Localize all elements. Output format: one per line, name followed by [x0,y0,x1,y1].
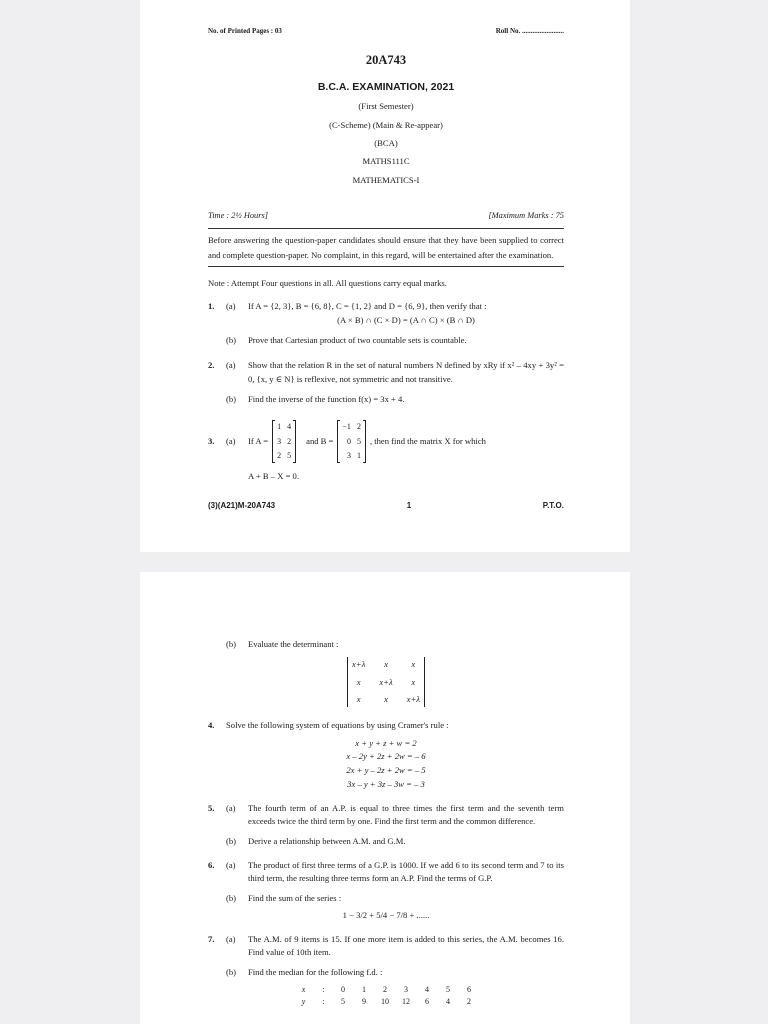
fd-cell: 0 [341,984,345,994]
exam-name: B.C.A. EXAMINATION, 2021 [317,81,455,94]
fd-y-label: y [301,997,306,1007]
paper-code: 20A743 [365,52,407,67]
question-text: The product of first three terms of a G.P. is 1000. If we add 6 to its second term and 7 to its third term, the resulting three terms form an A.P. Find the terms of G.P. [248,859,564,883]
question-text: The A.M. of 9 items is 15. If one more item is added to this series, the A.M. becomes 16. Find value of 10th item. [248,933,564,958]
question-6b [208,892,564,905]
note: Note : Attempt Four questions in all. All questions carry equal marks. [208,278,447,289]
part-label: (b) [226,639,237,649]
question-7b [208,966,564,979]
pto-label: P.T.O. [542,500,564,510]
semester: (First Semester) [358,101,414,112]
part-label: (b) [226,335,237,346]
question-text: Show that the relation R in the set of natural numbers N defined by xRy if x² – 4xy + 3y² = 0, {x, y ∈ N} is reflexive, not symmetric and not transitive. [248,360,564,384]
fd-cell: 10 [381,997,389,1007]
scheme: (C-Scheme) (Main & Re-appear) [329,119,443,130]
question-text: Find the median for the following f.d. : [248,967,383,978]
part-label: (b) [226,394,237,404]
question-2a [208,359,564,386]
matrix-a: 1 4 3 2 2 5 [272,420,296,463]
determinant: x+λ x x x x+λ x x x x+λ [347,657,425,707]
question-text: Prove that Cartesian product of two countable sets is countable. [248,335,467,346]
fd-cell: 2 [383,984,387,994]
question-text: Find the inverse of the function f(x) = 3x + 4. [248,394,405,404]
question-number: 1. [208,301,215,312]
fd-cell: 9 [362,997,366,1007]
maximum-marks: [Maximum Marks : 75 [488,211,564,221]
fd-cell: 4 [446,997,450,1007]
question-1a [208,300,564,327]
question-number: 3. [208,436,215,447]
question-number: 6. [208,859,215,870]
equation: 3x – y + 3z – 3w = – 3 [347,778,425,789]
page-header-row [208,26,564,37]
equation: A + B – X = 0. [248,471,299,482]
question-number: 4. [208,720,215,731]
question-1b [208,334,564,347]
matrix-b: −1 2 0 5 3 1 [337,420,366,463]
fd-cell: 3 [404,984,408,994]
fd-cell: 5 [446,984,450,994]
frequency-distribution-table: x : 0 1 2 3 4 5 6 y : 5 9 10 12 6 4 2 [208,984,564,1009]
formula: (A × B) ∩ (C × D) = (A ∩ C) × (B ∩ D) [337,314,475,325]
equation-system [208,737,564,792]
page-footer [208,500,564,512]
question-6a [208,859,564,886]
question-text: The fourth term of an A.P. is equal to three times the first term and the seventh term exceeds twice the third term by one. Find the first term and the common difference. [248,802,564,826]
subject: MATHEMATICS-I [352,174,420,185]
divider [208,228,564,229]
fd-cell: 6 [425,997,429,1007]
part-label: (b) [226,967,237,978]
question-3a [208,420,564,463]
course-code: MATHS111C [362,156,410,167]
question-3a-equation [208,470,564,483]
fd-cell: 2 [467,997,471,1007]
document-page-2 [140,572,630,1024]
fd-cell: 4 [425,984,429,994]
question-3b [208,638,564,651]
question-7a [208,933,564,960]
part-label: (a) [226,301,236,312]
printed-pages: No. of Printed Pages : 03 [208,27,282,35]
programme: (BCA) [374,138,398,149]
fd-cell: 6 [467,984,471,994]
part-label: (a) [226,436,236,447]
question-text: Find the sum of the series : [248,893,342,904]
equation: x – 2y + 2z + 2w = – 6 [346,751,426,762]
series: 1 − 3/2 + 5/4 − 7/8 + ...... [342,910,430,921]
question-4 [208,719,564,732]
divider [208,266,564,267]
question-number: 2. [208,360,215,371]
matrix-and: and B = [306,436,334,447]
question-2b [208,393,564,406]
question-text: If A = {2, 3}, B = {6, 8}, C = {1, 2} and D = {6, 9}, then verify that : [248,301,487,312]
question-text: Derive a relationship between A.M. and G.M. [248,836,406,847]
part-label: (a) [226,933,236,944]
fd-x-label: x [301,984,306,994]
matrix-prefix: If A = [248,436,269,447]
equation: 2x + y – 2z + 2w = – 5 [346,765,426,776]
part-label: (a) [226,859,236,870]
question-text: Evaluate the determinant : [248,639,339,649]
question-number: 7. [208,933,215,944]
fd-cell: 5 [341,997,345,1007]
matrix-suffix: , then find the matrix X for which [369,436,486,447]
part-label: (a) [226,360,236,371]
page-number: 1 [406,500,412,510]
fd-cell: 12 [402,997,410,1007]
instructions: Before answering the question-paper candidates should ensure that they have been supplied to correct and complete question-paper. No complaint, in this regard, will be entertained after the examination. [208,235,564,261]
footer-code: (3)(A21)M-20A743 [208,500,276,510]
part-label: (a) [226,802,236,813]
roll-no: Roll No. ........................ [495,27,564,35]
question-number: 5. [208,802,215,813]
time-marks-row [208,209,564,222]
part-label: (b) [226,836,237,847]
time-allowed: Time : 2½ Hours] [208,211,269,221]
equation: x + y + z + w = 2 [355,737,417,748]
document-page-1 [140,0,630,552]
question-5a [208,802,564,829]
part-label: (b) [226,893,237,904]
question-text: Solve the following system of equations by using Cramer's rule : [226,720,449,731]
question-5b [208,835,564,848]
fd-cell: 1 [362,984,366,994]
